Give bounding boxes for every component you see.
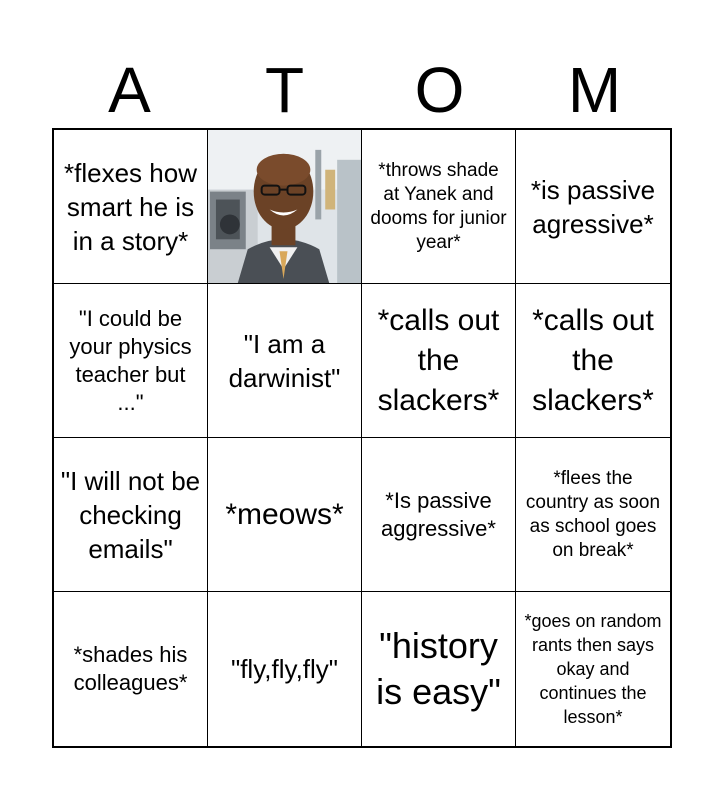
cell-text: "I could be your physics teacher but ..." [69, 305, 192, 415]
header-letter-t: T [264, 54, 305, 126]
bingo-cell-r3c1[interactable] [54, 438, 208, 592]
bingo-cell-r1c3[interactable] [362, 130, 516, 284]
cell-text: *flees the country as soon as school goes on break* [525, 467, 661, 561]
header-letter-m: M [567, 54, 622, 126]
bingo-cell-r2c3[interactable] [362, 284, 516, 438]
bingo-cell-r2c2[interactable] [208, 284, 362, 438]
cell-text: *shades his colleagues* [73, 642, 188, 695]
bingo-cell-r4c4[interactable] [516, 592, 670, 746]
cell-text: "history is easy" [376, 625, 501, 712]
bingo-board [52, 128, 672, 748]
bingo-cell-r4c3[interactable] [362, 592, 516, 746]
bingo-header [52, 52, 672, 128]
cell-text: *goes on random rants then says okay and continues the lesson* [524, 611, 662, 727]
bingo-cell-r3c3[interactable] [362, 438, 516, 592]
cell-text: "I will not be checking emails" [60, 465, 201, 564]
bingo-cell-r3c4[interactable] [516, 438, 670, 592]
cell-text: *is passive agressive* [530, 174, 656, 239]
header-letter-o: O [414, 54, 465, 126]
cell-text: *Is passive aggressive* [381, 487, 496, 541]
bingo-cell-r4c1[interactable] [54, 592, 208, 746]
cell-text: *throws shade at Yanek and dooms for junior year* [370, 159, 507, 253]
cell-text: *flexes how smart he is in a story* [64, 157, 197, 256]
cell-text: *calls out the slackers* [532, 303, 654, 417]
bingo-cell-r1c1[interactable] [54, 130, 208, 284]
bingo-cell-r1c4[interactable] [516, 130, 670, 284]
bingo-cell-r3c2[interactable] [208, 438, 362, 592]
bingo-cell-r2c1[interactable] [54, 284, 208, 438]
bingo-cell-r1c2[interactable] [208, 130, 362, 284]
cell-text: *calls out the slackers* [377, 303, 500, 417]
header-letter-a: A [108, 54, 151, 126]
teacher-portrait-photo [208, 130, 361, 283]
bingo-cell-r2c4[interactable] [516, 284, 670, 438]
cell-text: "I am a darwinist" [228, 328, 341, 393]
cell-text: "fly,fly,fly" [230, 654, 339, 684]
bingo-cell-r4c2[interactable] [208, 592, 362, 746]
cell-text: *meows* [225, 497, 344, 531]
